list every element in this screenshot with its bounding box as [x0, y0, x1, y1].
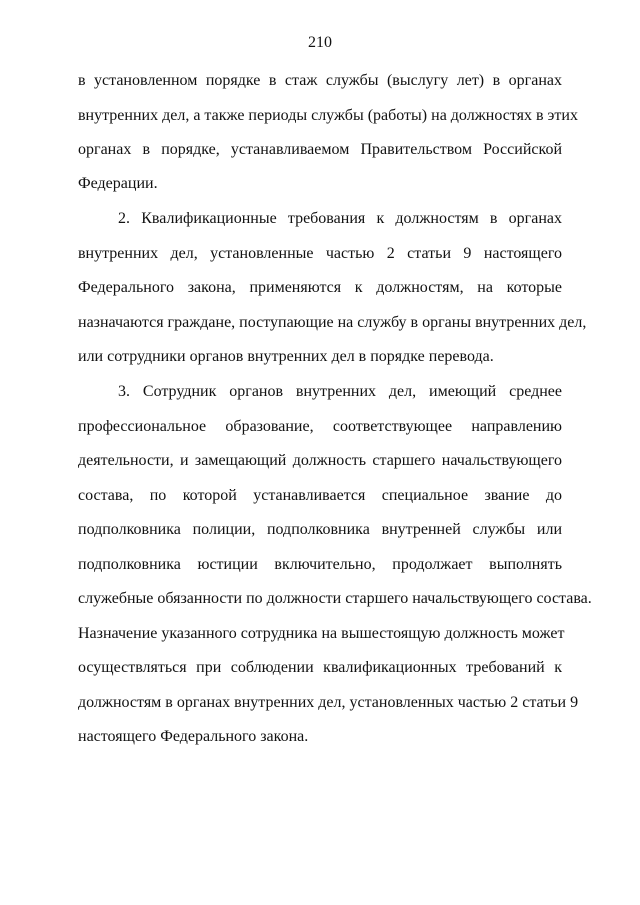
paragraph-2-line-2: внутренних дел, установленные частью 2 статьи 9 настоящего: [78, 245, 562, 262]
paragraph-1-line-1: в установленном порядке в стаж службы (выслугу лет) в органах: [78, 72, 562, 89]
paragraph-3-line-5: подполковника полиции, подполковника внутренней службы или: [78, 521, 562, 538]
paragraph-1-line-3: органах в порядке, устанавливаемом Правительством Российской: [78, 141, 562, 158]
paragraph-3-line-4: состава, по которой устанавливается специальное звание до: [78, 487, 562, 504]
paragraph-2-line-3: Федерального закона, применяются к должностям, на которые: [78, 279, 562, 296]
paragraph-2-line-1: 2. Квалификационные требования к должностям в органах: [118, 210, 562, 227]
paragraph-3-line-2: профессиональное образование, соответствующее направлению: [78, 418, 562, 435]
paragraph-3-line-10: должностям в органах внутренних дел, установленных частью 2 статьи 9: [78, 694, 579, 711]
paragraph-3-line-8: Назначение указанного сотрудника на вышестоящую должность может: [78, 625, 565, 642]
paragraph-1-line-2: внутренних дел, а также периоды службы (работы) на должностях в этих: [78, 107, 578, 124]
paragraph-3-line-11: настоящего Федерального закона.: [78, 728, 309, 745]
paragraph-3-line-1: 3. Сотрудник органов внутренних дел, имеющий среднее: [118, 383, 562, 400]
paragraph-2-line-4: назначаются граждане, поступающие на службу в органы внутренних дел,: [78, 314, 587, 331]
paragraph-2-line-5: или сотрудники органов внутренних дел в порядке перевода.: [78, 348, 494, 365]
paragraph-3-line-9: осуществляться при соблюдении квалификационных требований к: [78, 659, 562, 676]
paragraph-3-line-6: подполковника юстиции включительно, продолжает выполнять: [78, 556, 562, 573]
paragraph-3-line-7: служебные обязанности по должности старшего начальствующего состава.: [78, 590, 592, 607]
paragraph-1-line-4: Федерации.: [78, 175, 158, 192]
paragraph-3-line-3: деятельности, и замещающий должность старшего начальствующего: [78, 452, 562, 469]
page-number: 210: [308, 34, 332, 51]
